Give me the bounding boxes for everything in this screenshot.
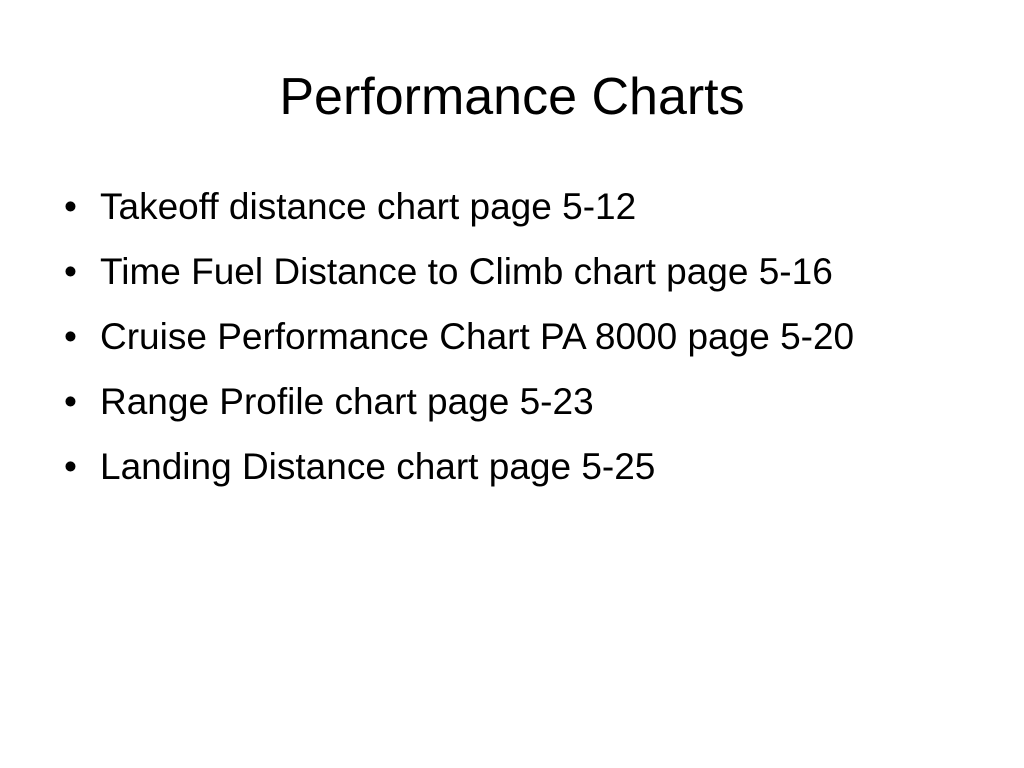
bullet-text: Takeoff distance chart page 5-12 (100, 186, 637, 227)
bullet-item (60, 312, 965, 362)
bullet-item (60, 377, 965, 427)
bullet-marker: • (64, 381, 77, 422)
bullet-text: Cruise Performance Chart PA 8000 page 5-20 (100, 316, 855, 357)
bullet-text: Time Fuel Distance to Climb chart page 5-16 (100, 251, 833, 292)
bullet-item (60, 247, 965, 297)
bullet-item (60, 442, 965, 492)
slide-title: Performance Charts (279, 68, 745, 126)
bullet-text: Landing Distance chart page 5-25 (100, 446, 656, 487)
bullet-marker: • (64, 316, 77, 357)
bullet-marker: • (64, 446, 77, 487)
bullet-marker: • (64, 251, 77, 292)
bullet-list (60, 182, 965, 507)
bullet-text: Range Profile chart page 5-23 (100, 381, 594, 422)
bullet-item (60, 182, 965, 232)
bullet-marker: • (64, 186, 77, 227)
